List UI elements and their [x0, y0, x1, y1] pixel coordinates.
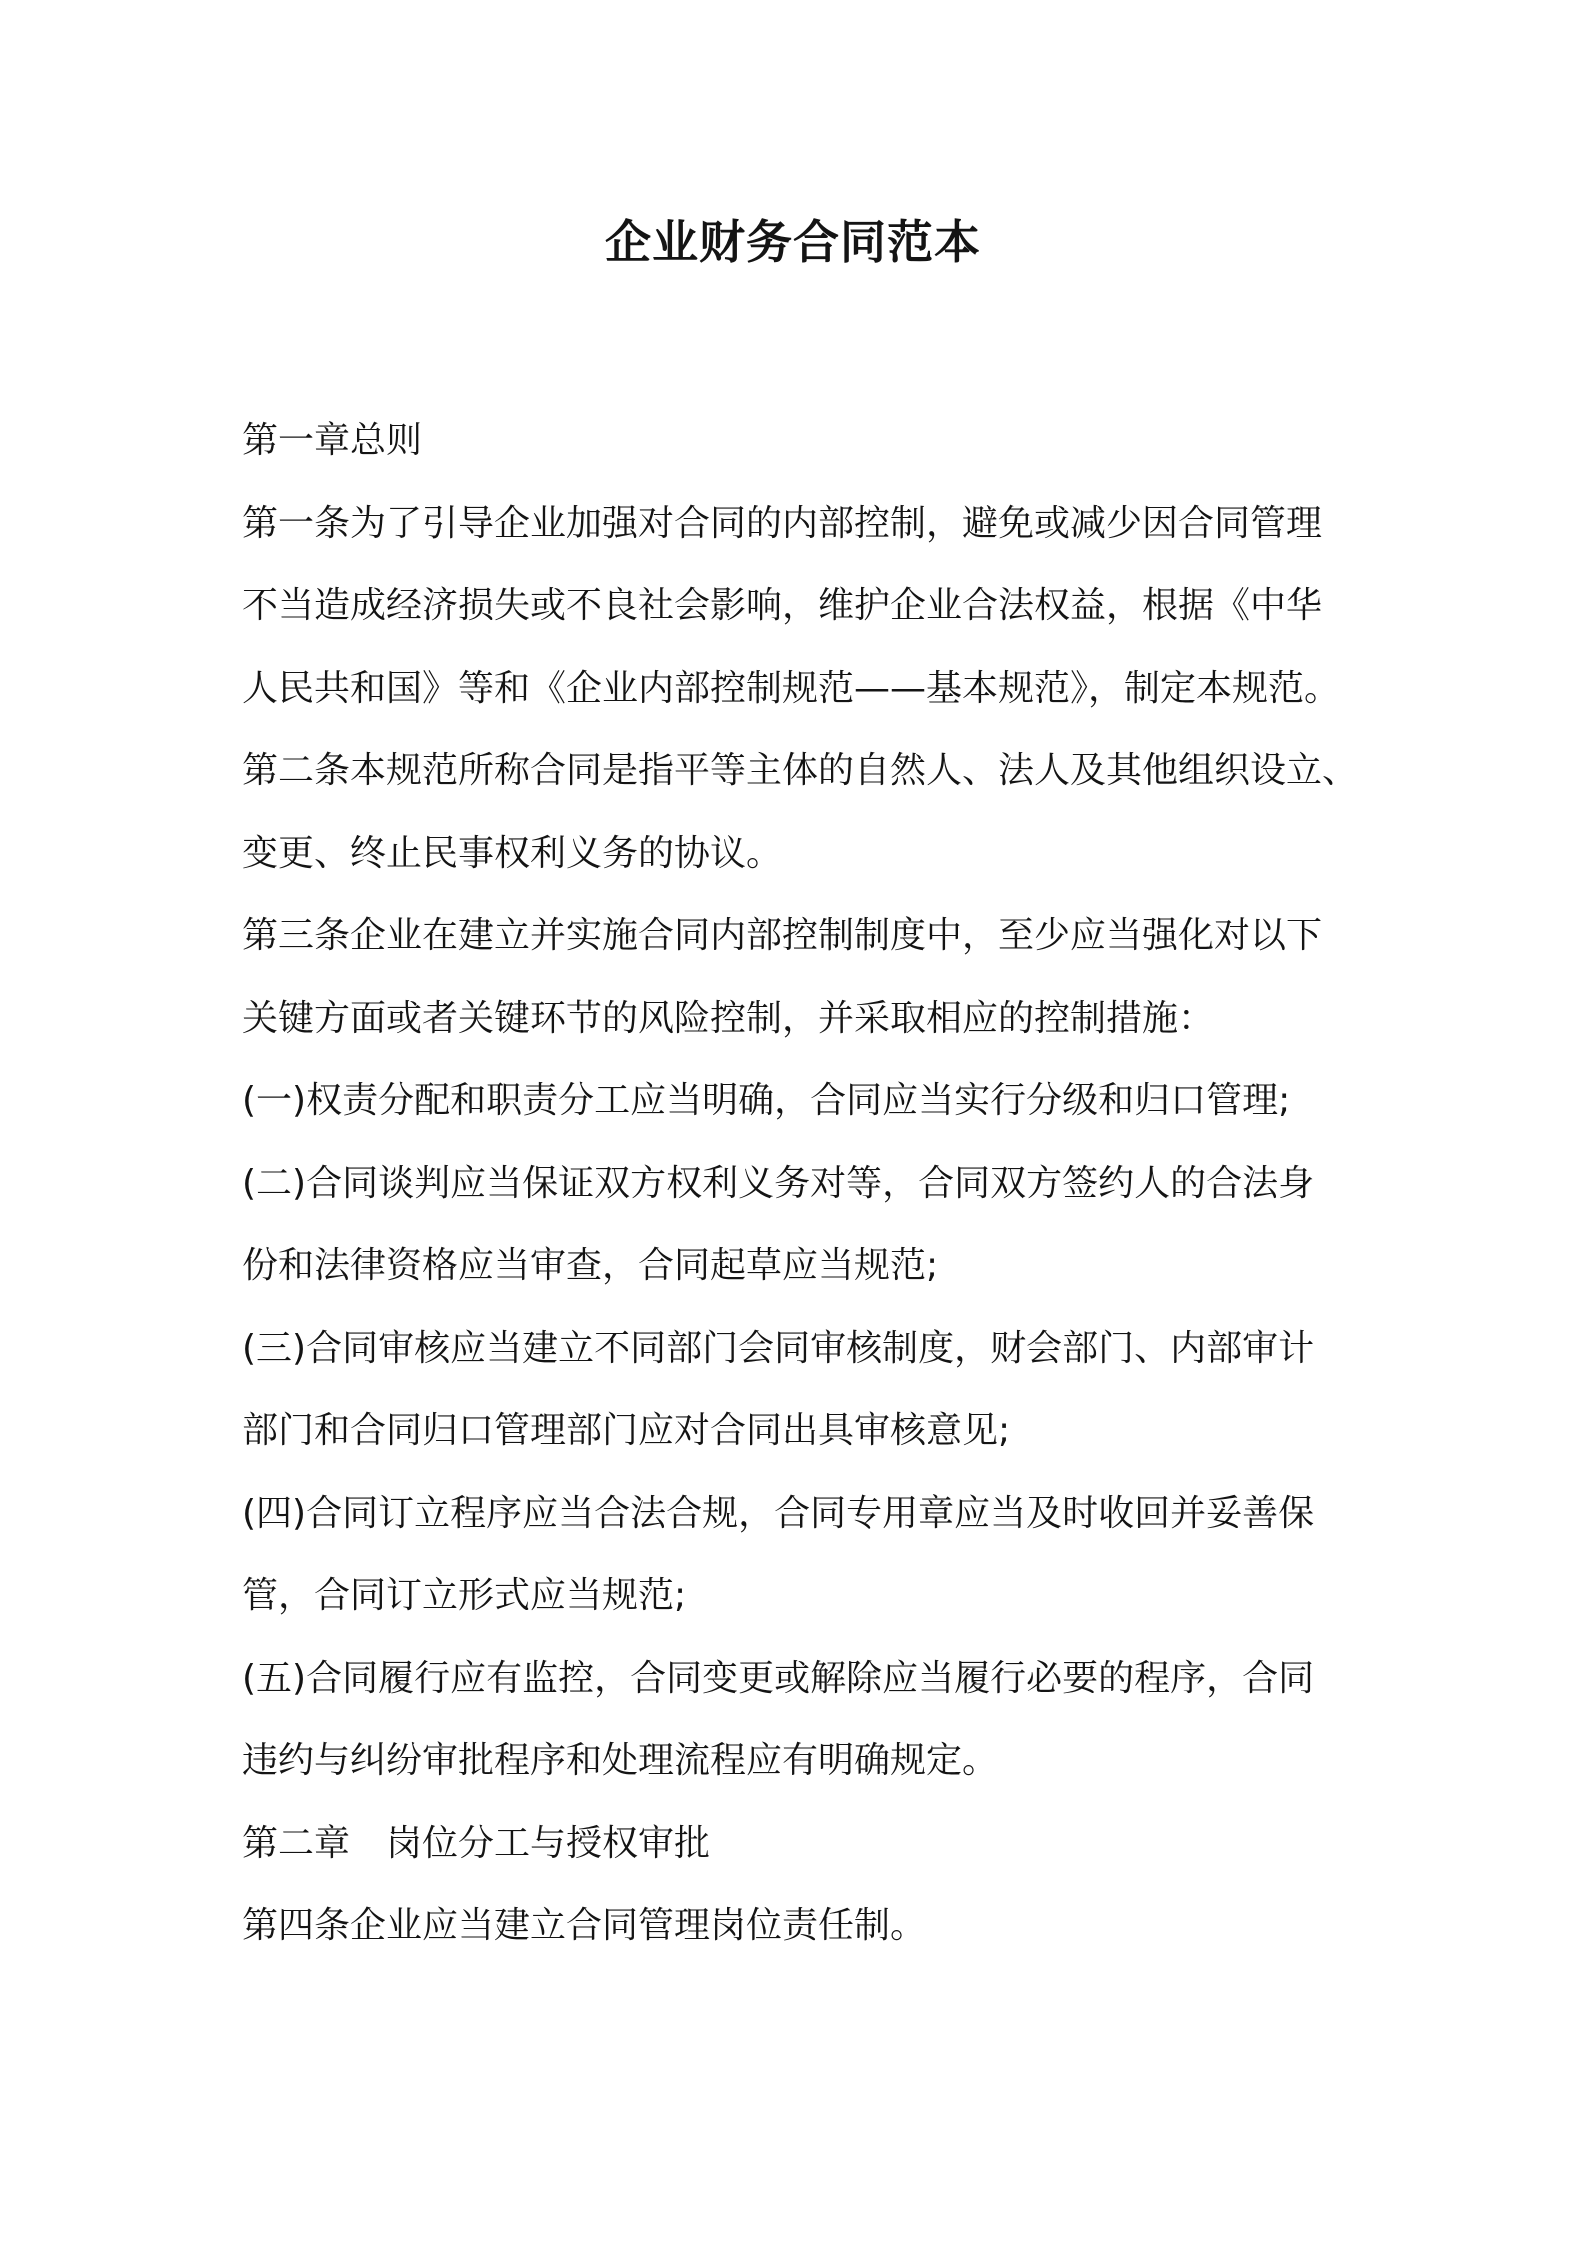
document-title: 企业财务合同范本: [605, 215, 981, 269]
document-body: [242, 400, 1382, 1968]
chapter-1-heading: 第一章总则: [242, 420, 423, 461]
article-1-line-3: 人民共和国》等和《企业内部控制规范——基本规范》，制定本规范。: [242, 667, 1341, 709]
article-4-line-1: 第四条企业应当建立合同管理岗位责任制。: [242, 1905, 927, 1946]
item-2-line-2: 份和法律资格应当审查，合同起草应当规范;: [242, 1245, 939, 1286]
item-3-line-1: (三)合同审核应当建立不同部门会同审核制度，财会部门、内部审计: [242, 1327, 1315, 1369]
item-4-line-1: (四)合同订立程序应当合法合规，合同专用章应当及时收回并妥善保: [242, 1492, 1315, 1534]
article-3-line-1: 第三条企业在建立并实施合同内部控制制度中，至少应当强化对以下: [242, 915, 1323, 956]
item-2-line-1: (二)合同谈判应当保证双方权利义务对等，合同双方签约人的合法身: [242, 1162, 1315, 1204]
item-5-line-1: (五)合同履行应有监控，合同变更或解除应当履行必要的程序，合同: [242, 1657, 1315, 1699]
item-1-line-1: (一)权责分配和职责分工应当明确，合同应当实行分级和归口管理;: [242, 1080, 1291, 1121]
article-2-line-1: 第二条本规范所称合同是指平等主体的自然人、法人及其他组织设立、: [242, 750, 1359, 791]
article-1-line-2: 不当造成经济损失或不良社会影响，维护企业合法权益，根据《中华: [242, 585, 1323, 626]
article-1-line-1: 第一条为了引导企业加强对合同的内部控制，避免或减少因合同管理: [242, 502, 1323, 544]
item-5-line-2: 违约与纠纷审批程序和处理流程应有明确规定。: [242, 1740, 999, 1781]
article-3-line-2: 关键方面或者关键环节的风险控制，并采取相应的控制措施：: [242, 997, 1215, 1039]
item-4-line-2: 管，合同订立形式应当规范;: [242, 1575, 687, 1616]
item-3-line-2: 部门和合同归口管理部门应对合同出具审核意见;: [242, 1410, 1011, 1451]
chapter-2-heading: 第二章 岗位分工与授权审批: [242, 1822, 711, 1864]
article-2-line-2: 变更、终止民事权利义务的协议。: [242, 832, 783, 874]
